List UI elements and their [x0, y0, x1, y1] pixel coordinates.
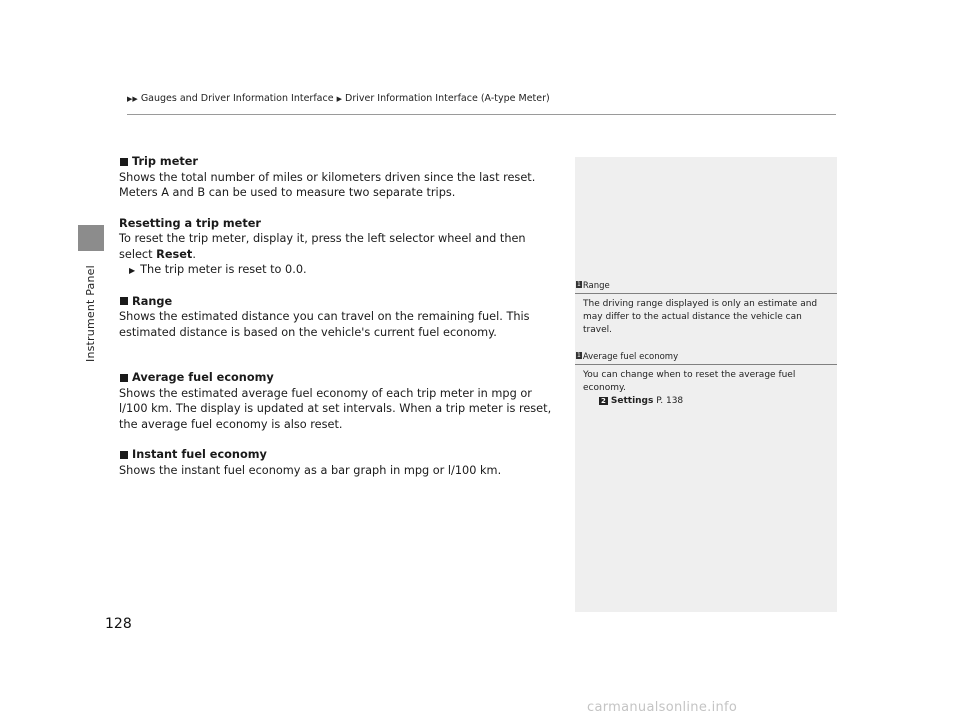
square-bullet-icon [120, 374, 128, 382]
section-tab-marker [78, 225, 104, 251]
main-content [119, 154, 559, 478]
range-body: Shows the estimated distance you can travel on the remaining fuel. This estimated distance is based on the vehicle's current fuel economy. [119, 310, 530, 339]
note-average-fuel-body: You can change when to reset the average fuel economy. 2 Settings P. 138 [583, 370, 796, 406]
breadcrumb-item-driver-interface[interactable]: Driver Information Interface (A-type Meter) [345, 93, 550, 104]
reset-result: ▶ The trip meter is reset to 0.0. [129, 263, 307, 276]
watermark: carmanualsonline.info [587, 700, 738, 715]
reset-trip-subheading: Resetting a trip meter [119, 216, 261, 230]
reset-trip-instruction: To reset the trip meter, display it, press the left selector wheel and then select Reset. [119, 232, 526, 261]
note-range [575, 281, 837, 337]
square-bullet-icon [120, 451, 128, 459]
note-ref-icon: 1 [577, 352, 581, 359]
page-number: 128 [105, 616, 132, 632]
trip-meter-body: Shows the total number of miles or kilometers driven since the last reset. Meters A and B can be used to measure two separate trips. [119, 170, 536, 199]
breadcrumb-arrow-icon: ▶ [336, 95, 342, 103]
header-rule [127, 114, 836, 115]
side-section-label: Instrument Panel [84, 265, 97, 362]
result-arrow-icon: ▶ [129, 266, 136, 275]
average-fuel-body: Shows the estimated average fuel economy of each trip meter in mpg or l/100 km. The display is updated at set intervals. When a trip meter is reset, the average fuel economy is also reset. [119, 386, 552, 431]
breadcrumb-arrow-icon: ▶▶ [127, 95, 138, 103]
breadcrumb-item-gauges[interactable]: Gauges and Driver Information Interface [140, 93, 334, 104]
instant-fuel-body: Shows the instant fuel economy as a bar graph in mpg or l/100 km. [119, 463, 502, 477]
xref-icon: 2 [601, 397, 606, 405]
note-range-body: The driving range displayed is only an estimate and may differ to the actual distance the vehicle can travel. [583, 299, 818, 335]
note-average-fuel [575, 352, 837, 408]
square-bullet-icon [120, 158, 128, 166]
note-range-title: 1 Range [575, 281, 837, 294]
square-bullet-icon [120, 297, 128, 305]
instant-fuel-heading: Instant fuel economy [119, 447, 559, 463]
range-heading: Range [119, 294, 559, 310]
breadcrumb [127, 93, 550, 104]
reset-option-label: Reset [156, 247, 193, 261]
note-average-fuel-title: 1 Average fuel economy [575, 352, 837, 365]
settings-page-link[interactable]: 2 Settings P. 138 [601, 396, 684, 406]
average-fuel-heading: Average fuel economy [119, 370, 559, 386]
trip-meter-heading: Trip meter [119, 154, 559, 170]
note-ref-icon: 1 [577, 281, 581, 288]
